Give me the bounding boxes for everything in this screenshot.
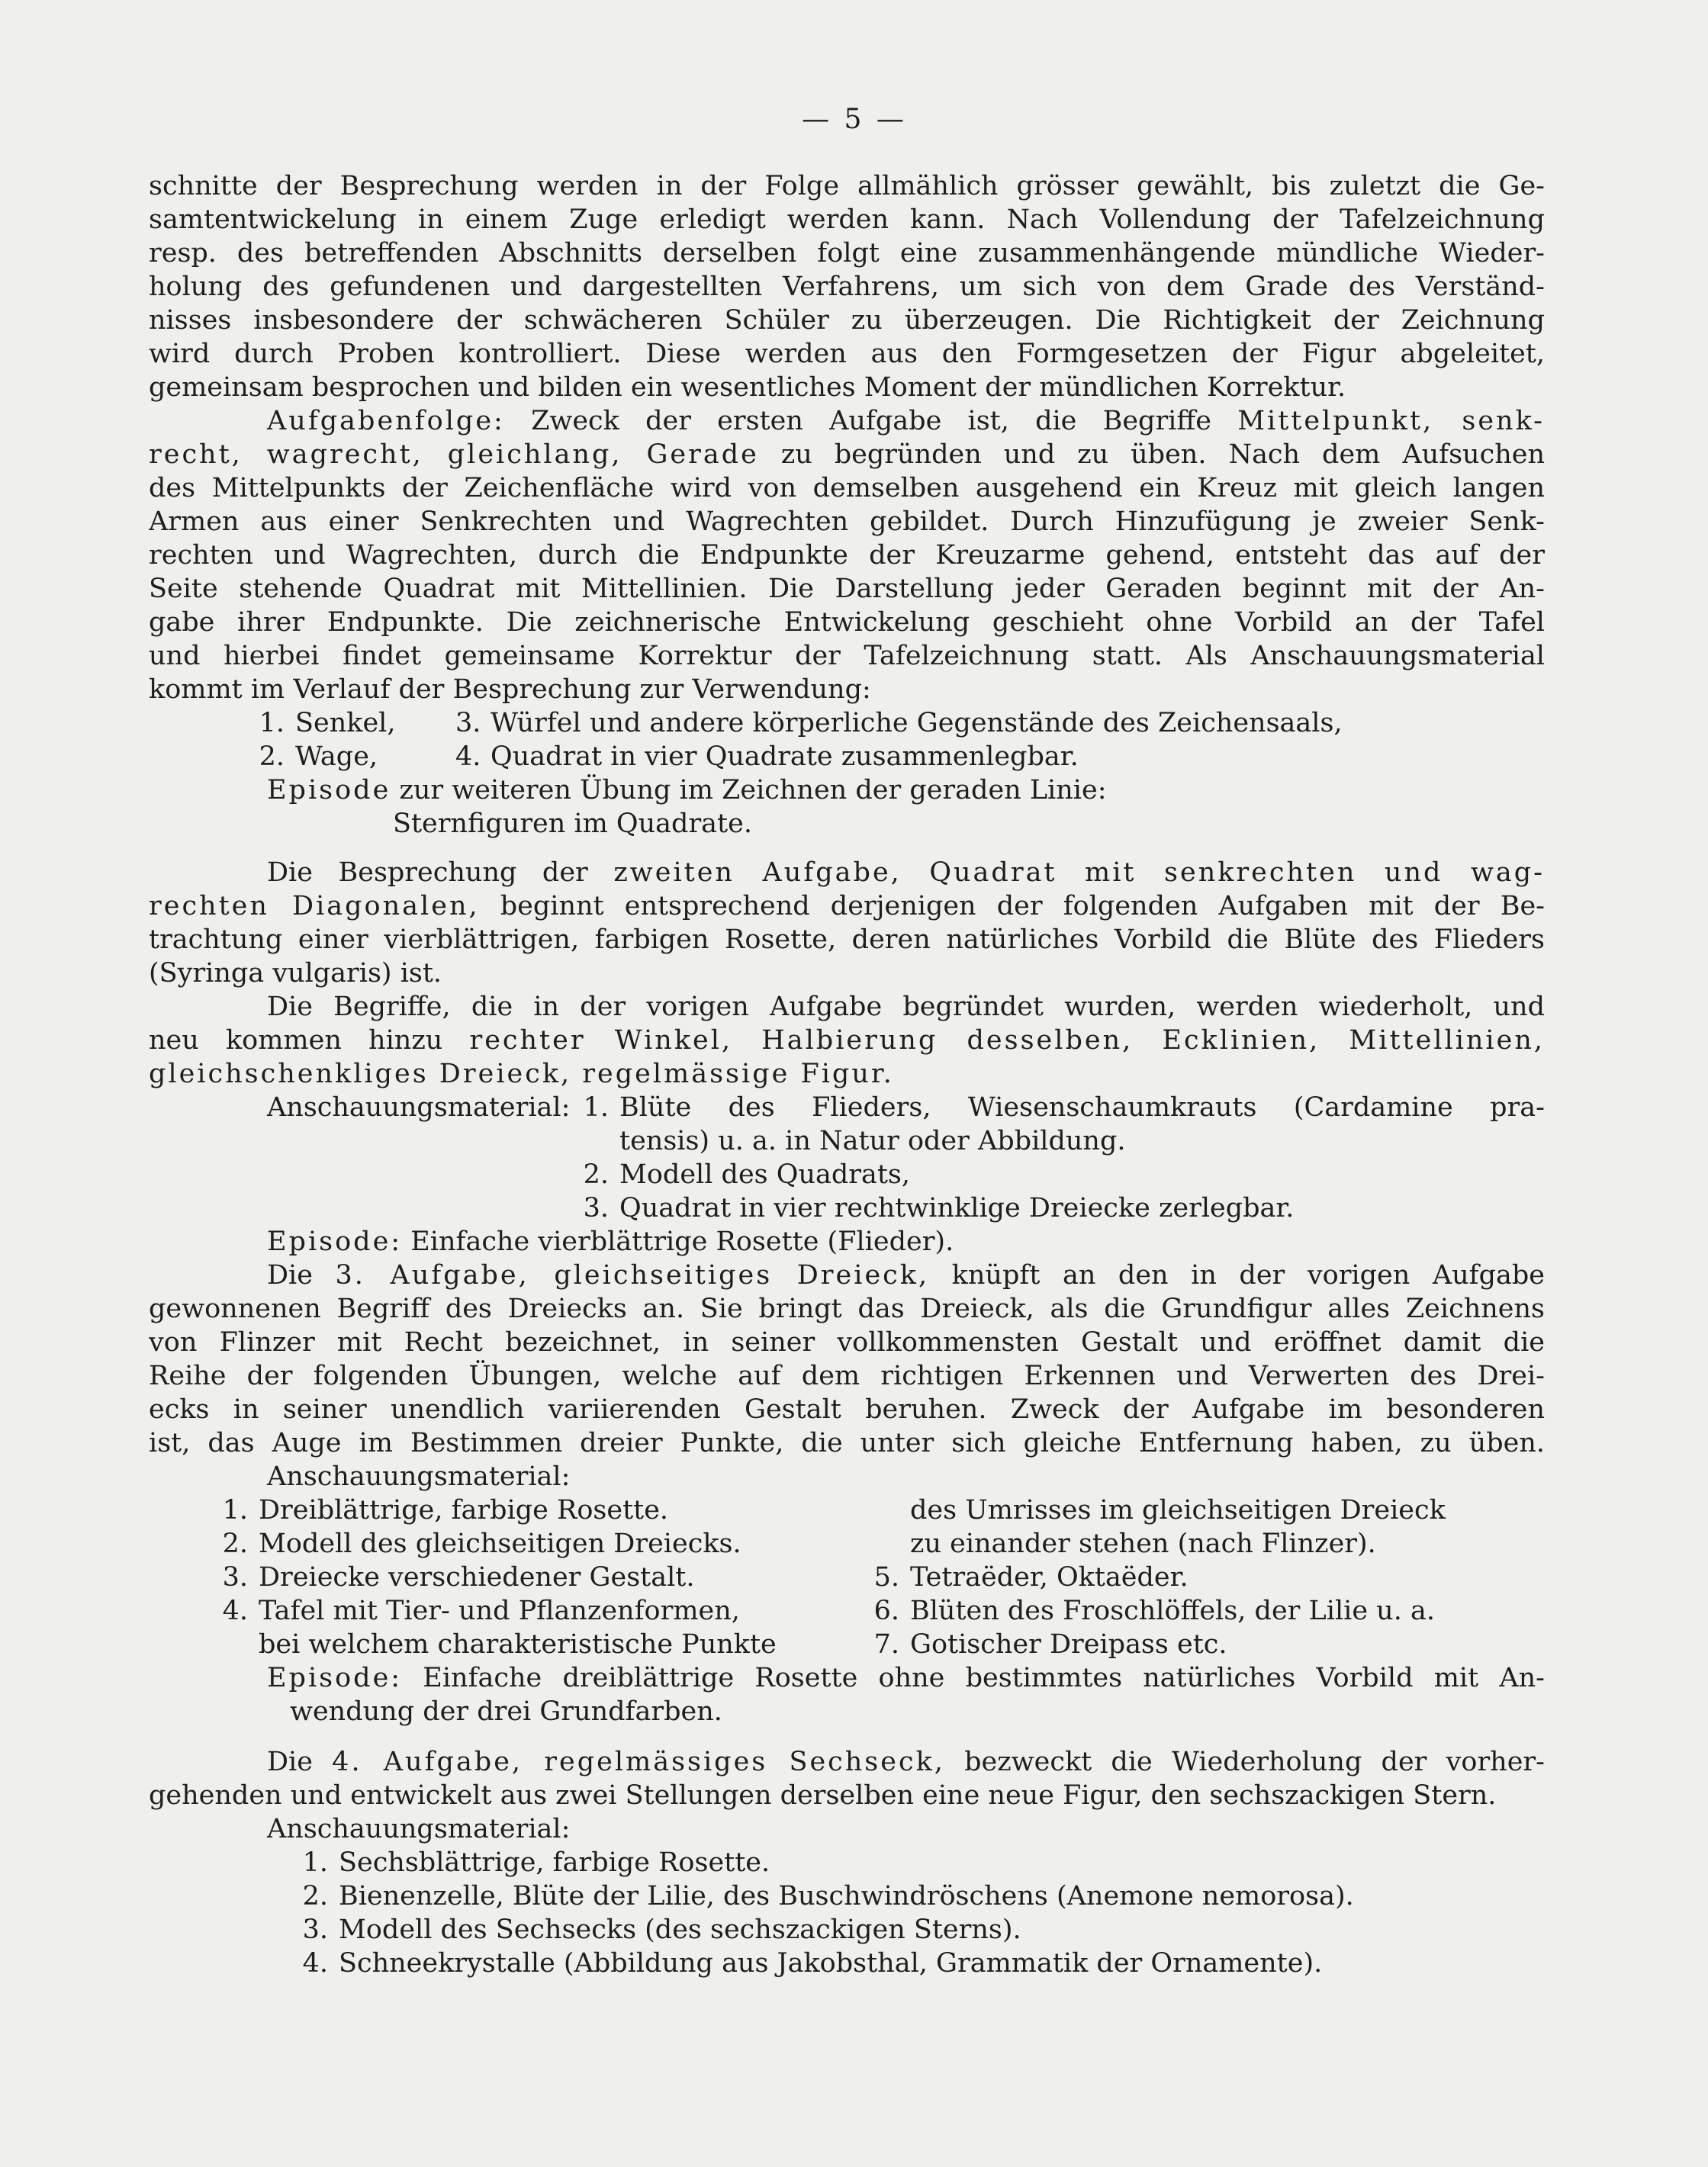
- text-run: zu begründen und zu üben. Nach dem Aufsuchen: [758, 439, 1545, 470]
- list-number: 6.: [873, 1596, 899, 1626]
- material-list-2: [149, 1091, 1545, 1225]
- text-line: rechten und Wagrechten, durch die Endpunkte der Kreuzarme gehend, entsteht das auf der: [149, 540, 1545, 571]
- list-item-text: Sechsblättrige, farbige Rosette.: [339, 1847, 770, 1878]
- list-item-text: Tafel mit Tier- und Pflanzenformen,: [259, 1596, 740, 1626]
- list-row: [149, 1124, 1545, 1158]
- text-line: [149, 1661, 1545, 1695]
- spaced-terms: zweiten Aufgabe, Quadrat mit senkrechten und wag-: [613, 857, 1545, 888]
- text-run: Einfache dreiblättrige Rosette ohne bestimmtes natürliches Vorbild mit An-: [402, 1663, 1545, 1693]
- text-line: von Flinzer mit Recht bezeichnet, in seiner vollkommensten Gestalt und eröffnet damit die: [149, 1327, 1545, 1358]
- material-label: Anschauungsmaterial:: [267, 1461, 571, 1492]
- spaced-terms: Mittelpunkt, senk-: [1237, 406, 1545, 436]
- text-line: [149, 856, 1545, 889]
- paragraph-zweite-aufgabe: [149, 856, 1545, 990]
- spaced-terms: 3. Aufgabe, gleichseitiges Dreieck,: [335, 1260, 930, 1291]
- material-list-4: [149, 1812, 1545, 1980]
- text-line: gehenden und entwickelt aus zwei Stellungen derselben eine neue Figur, den sechszackigen Stern.: [149, 1780, 1497, 1811]
- spaced-terms: 4. Aufgabe, regelmässiges Sechseck,: [332, 1747, 945, 1777]
- text-line: [149, 1259, 1545, 1292]
- text-line: Armen aus einer Senkrechten und Wagrechten gebildet. Durch Hinzufügung je zweier Senk-: [149, 506, 1545, 537]
- list-item-text: Blüte des Flieders, Wiesenschaumkrauts (Cardamine pra-: [619, 1092, 1545, 1123]
- text-line: [149, 1024, 1545, 1057]
- list-row: [149, 740, 1545, 773]
- list-item-text: Modell des gleichseitigen Dreiecks.: [259, 1529, 741, 1559]
- text-line: holung des gefundenen und dargestellten Verfahrens, um sich von dem Grade des Verständ-: [149, 272, 1545, 302]
- list-item-text: Senkel,: [295, 708, 396, 738]
- paragraph-vierte-aufgabe: [149, 1745, 1545, 1812]
- text-line: gabe ihrer Endpunkte. Die zeichnerische Entwickelung geschieht ohne Vorbild an der Tafel: [149, 607, 1545, 638]
- list-number: 4.: [302, 1948, 328, 1979]
- list-item-text: Blüten des Froschlöffels, der Lilie u. a.: [910, 1596, 1435, 1626]
- list-row: [149, 1091, 1545, 1124]
- text-line: gewonnenen Begriff des Dreiecks an. Sie bringt das Dreieck, als die Grundfigur alles Zeichnens: [149, 1294, 1545, 1324]
- list-item-text: Schneekrystalle (Abbildung aus Jakobsthal, Grammatik der Ornamente).: [339, 1948, 1323, 1979]
- text-line: ist, das Auge im Bestimmen dreier Punkte, die unter sich gleiche Entfernung haben, zu üben.: [149, 1428, 1545, 1458]
- list-item-text: zu einander stehen (nach Flinzer).: [910, 1529, 1376, 1559]
- text-run: Zweck der ersten Aufgabe ist, die Begriffe: [504, 406, 1238, 436]
- text-run: Die: [267, 1260, 336, 1291]
- list-number: 1.: [259, 708, 285, 738]
- text-line: [149, 889, 1545, 923]
- list-number: 3.: [583, 1193, 609, 1223]
- list-item-text: Modell des Sechsecks (des sechszackigen Sterns).: [339, 1915, 1021, 1945]
- list-number: 4.: [455, 741, 481, 772]
- text-line: Seite stehende Quadrat mit Mittellinien. Die Darstellung jeder Geraden beginnt mit der An-: [149, 574, 1545, 604]
- list-number: 2.: [583, 1159, 609, 1190]
- paragraph-begriffe: [149, 990, 1545, 1091]
- text-line: trachtung einer vierblättrigen, farbigen Rosette, deren natürliches Vorbild die Blüte des Flieders: [149, 924, 1545, 955]
- text-line: nisses insbesondere der schwächeren Schüler zu überzeugen. Die Richtigkeit der Zeichnung: [149, 305, 1545, 336]
- list-number: 1.: [583, 1092, 609, 1123]
- text-line: wird durch Proben kontrolliert. Diese werden aus den Formgesetzen der Figur abgeleitet,: [149, 339, 1545, 369]
- spaced-heading: Aufgabenfolge:: [267, 406, 505, 436]
- list-row: [149, 1561, 1545, 1594]
- list-number: 3.: [455, 708, 481, 738]
- list-number: 2.: [222, 1529, 248, 1559]
- text-line: wendung der drei Grundfarben.: [290, 1696, 722, 1727]
- text-line: [149, 773, 1545, 807]
- episode-2: [149, 1225, 1545, 1259]
- text-line: samtentwickelung in einem Zuge erledigt werden kann. Nach Vollendung der Tafelzeichnung: [149, 204, 1545, 235]
- text-line: Sternfiguren im Quadrate.: [393, 809, 752, 839]
- list-item-text: Wage,: [295, 741, 378, 772]
- list-item-text: des Umrisses im gleichseitigen Dreieck: [910, 1495, 1446, 1526]
- list-row: [149, 1846, 1545, 1879]
- text-run: neu kommen hinzu: [149, 1025, 470, 1056]
- list-number: 3.: [302, 1915, 328, 1945]
- list-number: 5.: [873, 1562, 899, 1593]
- list-row: [149, 1594, 1545, 1628]
- page-body: [149, 169, 1545, 1980]
- text-run: Die: [267, 1747, 333, 1777]
- list-row: [149, 1527, 1545, 1561]
- text-line: gemeinsam besprochen und bilden ein wesentliches Moment der mündlichen Korrektur.: [149, 372, 1346, 403]
- text-line: ecks in seiner unendlich variierenden Gestalt beruhen. Zweck der Aufgabe im besonderen: [149, 1394, 1545, 1425]
- list-number: 2.: [302, 1881, 328, 1911]
- text-run: knüpft an den in der vorigen Aufgabe: [929, 1260, 1545, 1291]
- material-list-3: [149, 1460, 1545, 1661]
- text-run: Die Besprechung der: [267, 857, 614, 888]
- text-line: gleichschenkliges Dreieck, regelmässige Figur.: [149, 1059, 894, 1089]
- text-line: [149, 438, 1545, 471]
- list-number: 3.: [222, 1562, 248, 1593]
- text-run: bezweckt die Wiederholung der vorher-: [944, 1747, 1545, 1777]
- list-item-text: Bienenzelle, Blüte der Lilie, des Buschwindröschens (Anemone nemorosa).: [339, 1881, 1354, 1911]
- list-number: 7.: [873, 1629, 899, 1660]
- list-item-text: Quadrat in vier Quadrate zusammenlegbar.: [491, 741, 1079, 772]
- list-row: [149, 1947, 1545, 1980]
- list-row: [149, 1879, 1545, 1913]
- paragraph-dritte-aufgabe: [149, 1259, 1545, 1460]
- list-row: [149, 1628, 1545, 1661]
- spaced-terms: rechten Diagonalen,: [149, 891, 480, 921]
- text-line: resp. des betreffenden Abschnitts derselben folgt eine zusammenhängende mündliche Wieder-: [149, 238, 1545, 268]
- text-line: (Syringa vulgaris) ist.: [149, 958, 442, 989]
- text-line: schnitte der Besprechung werden in der Folge allmählich grösser gewählt, bis zuletzt die Ge-: [149, 171, 1545, 201]
- episode-1: [149, 773, 1545, 841]
- text-line: und hierbei findet gemeinsame Korrektur der Tafelzeichnung statt. Als Anschauungsmaterial: [149, 641, 1545, 671]
- paragraph-1: [149, 169, 1545, 404]
- list-number: [869, 1493, 899, 1527]
- text-line: kommt im Verlauf der Besprechung zur Verwendung:: [149, 674, 871, 705]
- text-line: [149, 404, 1545, 438]
- list-row: [149, 706, 1545, 740]
- spaced-heading: Episode:: [267, 1227, 403, 1257]
- page-number: — 5 —: [802, 104, 907, 135]
- spaced-heading: Episode: [267, 775, 391, 805]
- text-run: zur weiteren Übung im Zeichnen der geraden Linie:: [391, 775, 1107, 805]
- list-item-text: tensis) u. a. in Natur oder Abbildung.: [619, 1126, 1126, 1156]
- list-item-text: Quadrat in vier rechtwinklige Dreiecke zerlegbar.: [619, 1193, 1295, 1223]
- text-run: beginnt entsprechend derjenigen der folgenden Aufgaben mit der Be-: [479, 891, 1545, 921]
- episode-3: [149, 1661, 1545, 1728]
- list-row: [149, 1191, 1545, 1225]
- list-item-text: Modell des Quadrats,: [619, 1159, 911, 1190]
- list-item-text: Würfel und andere körperliche Gegenstände des Zeichensaals,: [491, 708, 1343, 738]
- list-item-text: Tetraëder, Oktaëder.: [910, 1562, 1189, 1593]
- text-line: des Mittelpunkts der Zeichenfläche wird von demselben ausgehend ein Kreuz mit gleich langen: [149, 473, 1545, 503]
- material-label: Anschauungsmaterial:: [267, 1814, 571, 1844]
- spaced-terms: rechter Winkel, Halbierung desselben, Ecklinien, Mittellinien,: [469, 1025, 1545, 1056]
- spaced-heading: Episode:: [267, 1663, 403, 1693]
- material-list-1: [149, 706, 1545, 773]
- list-row: [149, 1913, 1545, 1947]
- spaced-terms: recht, wagrecht, gleichlang, Gerade: [149, 439, 759, 470]
- list-number: [869, 1527, 899, 1561]
- list-row: [149, 1158, 1545, 1191]
- text-line: [149, 1745, 1545, 1779]
- list-number: 1.: [222, 1495, 248, 1526]
- list-number: [149, 1628, 248, 1661]
- text-line: Die Begriffe, die in der vorigen Aufgabe begründet wurden, werden wiederholt, und: [267, 992, 1545, 1022]
- list-item-text: Dreiblättrige, farbige Rosette.: [259, 1495, 669, 1526]
- material-label: Anschauungsmaterial:: [267, 1092, 571, 1123]
- list-item-text: Dreiecke verschiedener Gestalt.: [259, 1562, 695, 1593]
- list-number: 4.: [222, 1596, 248, 1626]
- text-run: Einfache vierblättrige Rosette (Flieder).: [402, 1227, 954, 1257]
- list-number: 2.: [259, 741, 285, 772]
- text-line: Reihe der folgenden Übungen, welche auf dem richtigen Erkennen und Verwerten des Drei-: [149, 1361, 1545, 1391]
- list-item-text: bei welchem charakteristische Punkte: [259, 1629, 777, 1660]
- list-item-text: Gotischer Dreipass etc.: [910, 1629, 1227, 1660]
- paragraph-aufgabenfolge: [149, 404, 1545, 706]
- list-number: 1.: [302, 1847, 328, 1878]
- list-row: [149, 1493, 1545, 1527]
